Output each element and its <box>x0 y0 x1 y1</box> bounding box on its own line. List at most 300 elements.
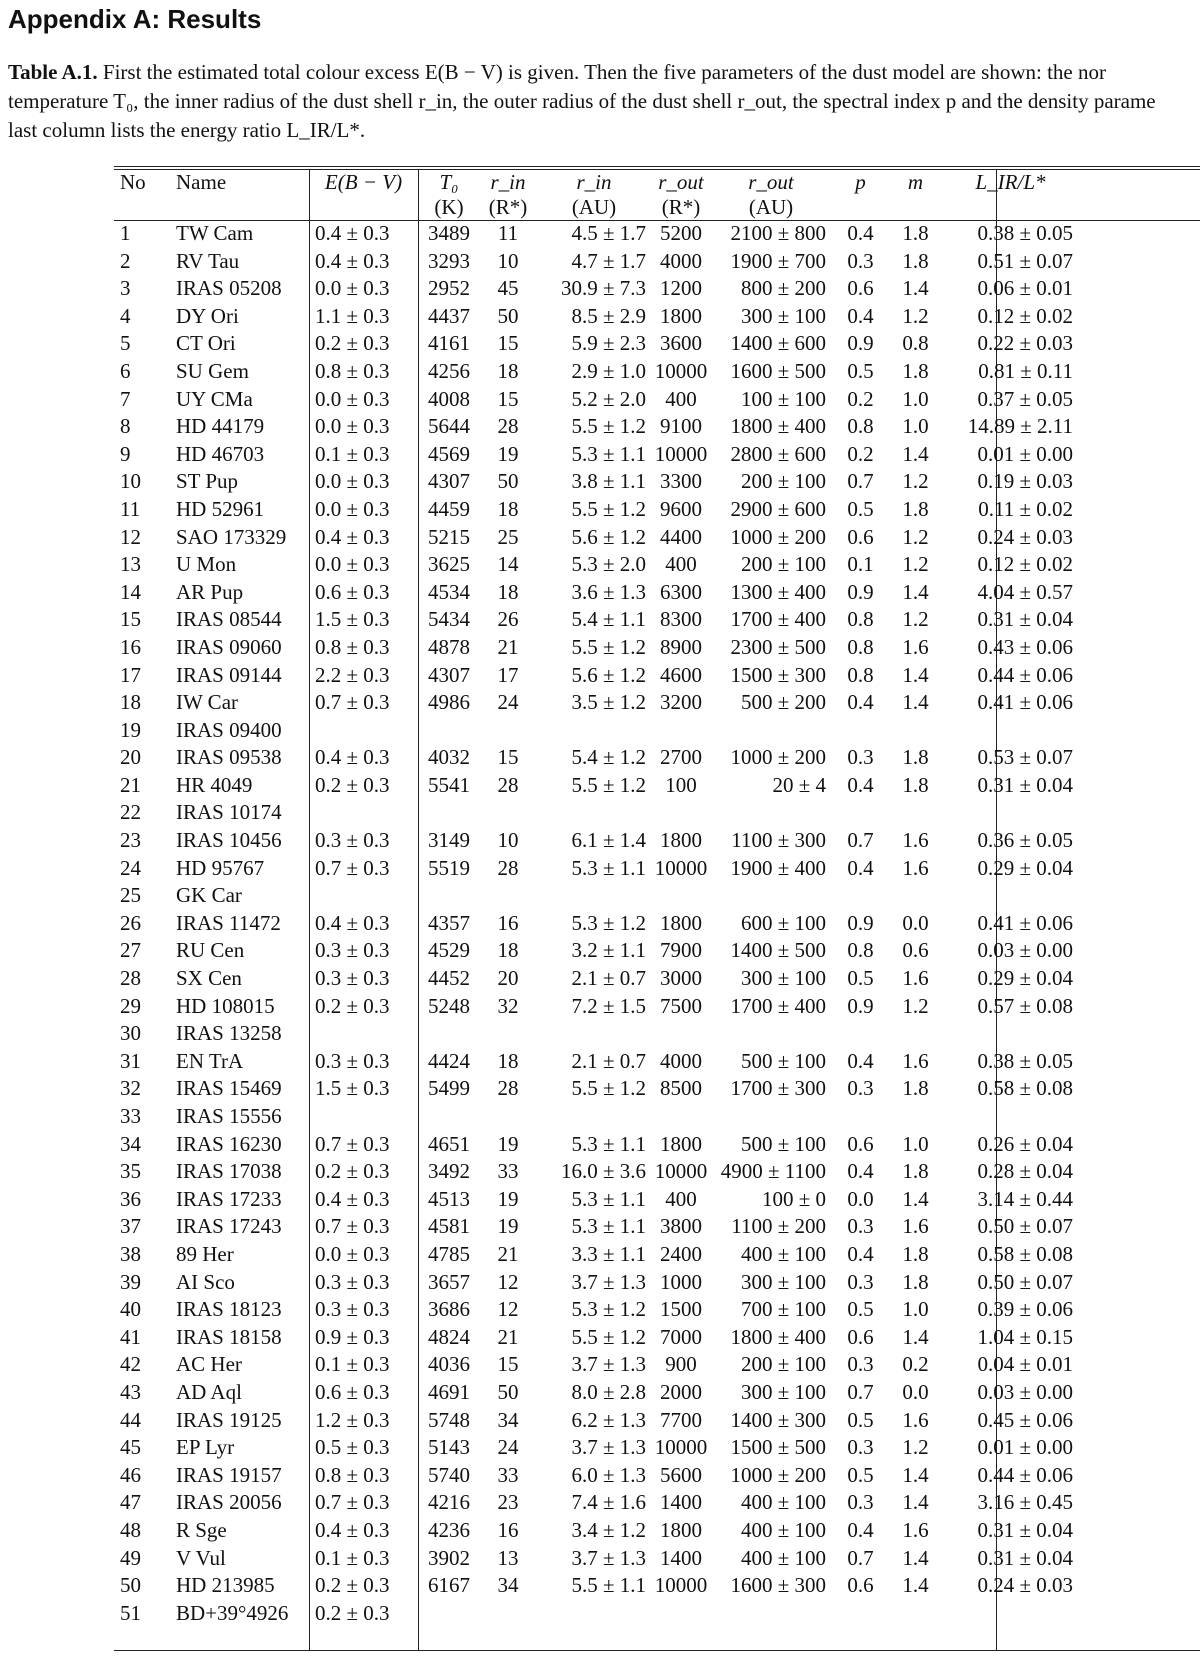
table-row <box>114 1351 1079 1379</box>
unit-lir <box>942 195 1079 220</box>
cell-no: 38 <box>120 1241 141 1266</box>
table-row <box>114 1489 1079 1517</box>
cell-name: SX Cen <box>176 966 242 991</box>
cell-lir: 0.19 ± 0.03 <box>977 469 1073 494</box>
header-rin-rstar: r_in <box>490 170 526 194</box>
cell-name: IRAS 09060 <box>176 634 282 659</box>
cell-p: 0.1 <box>847 552 874 577</box>
cell-rin-au: 3.6 ± 1.3 <box>571 579 646 604</box>
cell-m: 1.4 <box>902 662 929 687</box>
cell-no: 42 <box>120 1352 141 1377</box>
cell-m: 1.6 <box>902 828 929 853</box>
cell-ebv: 0.4 ± 0.3 <box>315 910 390 935</box>
cell-no: 12 <box>120 524 141 549</box>
cell-name: BD+39°4926 <box>176 1600 289 1625</box>
cell-rout-rstar: 7000 <box>660 1324 702 1349</box>
cell-rin-rstar: 18 <box>497 1048 519 1073</box>
cell-t0 <box>418 1020 480 1048</box>
cell-rin-rstar: 21 <box>497 634 519 659</box>
cell-lir: 0.43 ± 0.06 <box>977 634 1073 659</box>
cell-p: 0.8 <box>847 938 874 963</box>
cell-name: SU Gem <box>176 358 249 383</box>
cell-lir: 0.22 ± 0.03 <box>977 331 1073 356</box>
cell-no: 16 <box>120 634 141 659</box>
cell-t0: 4256 <box>428 358 470 383</box>
cell-no: 41 <box>120 1324 141 1349</box>
cell-no: 27 <box>120 938 141 963</box>
header-name: Name <box>176 170 227 194</box>
cell-rin-au: 5.3 ± 1.1 <box>571 1131 646 1156</box>
cell-rout-au: 600 ± 100 <box>740 910 826 935</box>
cell-name: IRAS 05208 <box>176 276 282 301</box>
cell-lir: 0.53 ± 0.07 <box>977 745 1073 770</box>
cell-rin-rstar: 10 <box>497 248 519 273</box>
cell-t0: 3686 <box>428 1297 470 1322</box>
cell-rout-au: 1800 ± 400 <box>730 1324 826 1349</box>
cell-lir: 14.89 ± 2.11 <box>967 414 1073 439</box>
cell-lir: 0.58 ± 0.08 <box>977 1076 1073 1101</box>
cell-name: SAO 173329 <box>176 524 287 549</box>
cell-lir: 0.03 ± 0.00 <box>977 1379 1073 1404</box>
cell-rin-rstar: 15 <box>497 1352 519 1377</box>
cell-m: 1.4 <box>902 1545 929 1570</box>
cell-t0: 4459 <box>428 496 470 521</box>
cell-rout-au: 1400 ± 300 <box>730 1407 826 1432</box>
header-rout-au: r_out <box>748 170 794 194</box>
cell-m: 1.4 <box>902 690 929 715</box>
cell-lir: 0.26 ± 0.04 <box>977 1131 1073 1156</box>
cell-t0: 5248 <box>428 993 470 1018</box>
cell-rout-au: 1000 ± 200 <box>730 1462 826 1487</box>
cell-m: 1.4 <box>902 579 929 604</box>
cell-lir: 0.04 ± 0.01 <box>977 1352 1073 1377</box>
cell-rin-au: 5.6 ± 1.2 <box>571 524 646 549</box>
cell-name: EN TrA <box>176 1048 244 1073</box>
cell-lir: 4.04 ± 0.57 <box>977 579 1073 604</box>
cell-no: 14 <box>120 579 141 604</box>
cell-no: 1 <box>120 221 131 245</box>
cell-rout-rstar: 10000 <box>654 441 708 466</box>
cell-rin-au: 5.2 ± 2.0 <box>571 386 646 411</box>
table-row <box>114 1186 1079 1214</box>
cell-rout-rstar: 3800 <box>660 1214 702 1239</box>
cell-ebv <box>309 1020 418 1048</box>
cell-rin-rstar: 15 <box>497 745 519 770</box>
cell-rout-au: 400 ± 100 <box>740 1241 826 1266</box>
cell-t0 <box>418 1103 480 1131</box>
cell-ebv: 0.2 ± 0.3 <box>315 1573 390 1598</box>
cell-m: 1.4 <box>902 276 929 301</box>
cell-rin-au: 7.4 ± 1.6 <box>571 1490 646 1515</box>
cell-rout-au: 1500 ± 500 <box>730 1435 826 1460</box>
cell-p: 0.7 <box>847 1379 874 1404</box>
cell-m <box>889 799 942 827</box>
cell-m: 1.2 <box>902 552 929 577</box>
cell-t0: 4236 <box>428 1517 470 1542</box>
cell-t0: 5434 <box>428 607 470 632</box>
cell-name: R Sge <box>176 1517 227 1542</box>
cell-rout-rstar: 1800 <box>660 1517 702 1542</box>
header-p: p <box>855 170 866 194</box>
cell-t0: 4569 <box>428 441 470 466</box>
cell-rin-rstar: 25 <box>497 524 519 549</box>
cell-p: 0.3 <box>847 1214 874 1239</box>
table-row <box>114 993 1079 1021</box>
cell-rout-au: 1600 ± 500 <box>730 358 826 383</box>
cell-rout-rstar: 4400 <box>660 524 702 549</box>
cell-rin-au: 5.3 ± 1.2 <box>571 1297 646 1322</box>
cell-rout-rstar <box>652 1103 710 1131</box>
cell-p: 0.3 <box>847 1269 874 1294</box>
cell-name: GK Car <box>176 883 242 908</box>
cell-no: 43 <box>120 1379 141 1404</box>
cell-t0: 4036 <box>428 1352 470 1377</box>
cell-rin-au: 8.5 ± 2.9 <box>571 303 646 328</box>
cell-name: IRAS 08544 <box>176 607 282 632</box>
cell-no: 23 <box>120 828 141 853</box>
cell-m: 1.8 <box>902 745 929 770</box>
cell-no: 51 <box>120 1600 141 1625</box>
cell-ebv: 0.4 ± 0.3 <box>315 524 390 549</box>
table-row <box>114 855 1079 883</box>
cell-ebv: 0.8 ± 0.3 <box>315 634 390 659</box>
cell-rout-au: 1300 ± 400 <box>730 579 826 604</box>
cell-m: 0.0 <box>902 910 929 935</box>
cell-p: 0.8 <box>847 607 874 632</box>
cell-ebv: 0.1 ± 0.3 <box>315 1545 390 1570</box>
cell-p: 0.6 <box>847 524 874 549</box>
cell-rout-au: 1900 ± 400 <box>730 855 826 880</box>
table-row <box>114 1600 1079 1628</box>
cell-name: IRAS 15556 <box>176 1104 282 1128</box>
unit-rout-au: (AU) <box>748 195 794 219</box>
header-row-top <box>114 170 1079 195</box>
table-row <box>114 468 1079 496</box>
cell-rout-rstar: 1200 <box>660 276 702 301</box>
cell-t0: 5740 <box>428 1462 470 1487</box>
cell-rout-au: 2900 ± 600 <box>730 496 826 521</box>
cell-lir: 0.11 ± 0.02 <box>978 496 1073 521</box>
cell-rin-rstar: 19 <box>497 1186 519 1211</box>
cell-m: 1.8 <box>902 1159 929 1184</box>
cell-p: 0.6 <box>847 1324 874 1349</box>
cell-rout-rstar: 6300 <box>660 579 702 604</box>
unit-t0: (K) <box>434 195 464 219</box>
cell-ebv <box>309 717 418 745</box>
cell-rout-rstar: 2700 <box>660 745 702 770</box>
cell-rout-au: 1500 ± 300 <box>730 662 826 687</box>
cell-rout-rstar: 3600 <box>660 331 702 356</box>
cell-p: 0.4 <box>847 1241 874 1266</box>
cell-t0: 3657 <box>428 1269 470 1294</box>
cell-rin-rstar <box>480 717 536 745</box>
cell-rin-au: 4.5 ± 1.7 <box>571 221 646 245</box>
cell-name: AI Sco <box>176 1269 235 1294</box>
table-row <box>114 358 1079 386</box>
cell-lir: 0.51 ± 0.07 <box>977 248 1073 273</box>
cell-rin-rstar: 24 <box>497 1435 519 1460</box>
cell-no: 36 <box>120 1186 141 1211</box>
cell-lir <box>942 1103 1079 1131</box>
cell-name: IRAS 17038 <box>176 1159 282 1184</box>
cell-m: 1.8 <box>902 1269 929 1294</box>
cell-m: 1.8 <box>902 248 929 273</box>
table-row <box>114 1213 1079 1241</box>
cell-rin-rstar: 26 <box>497 607 519 632</box>
cell-no: 4 <box>120 303 131 328</box>
cell-no: 9 <box>120 441 131 466</box>
table-row <box>114 965 1079 993</box>
table-row <box>114 303 1079 331</box>
cell-rin-rstar: 18 <box>497 358 519 383</box>
cell-rin-au: 3.4 ± 1.2 <box>571 1517 646 1542</box>
cell-rout-rstar: 5200 <box>660 221 702 245</box>
cell-rout-rstar: 400 <box>665 552 697 577</box>
cell-ebv: 2.2 ± 0.3 <box>315 662 390 687</box>
cell-lir: 0.12 ± 0.02 <box>977 303 1073 328</box>
cell-rin-au: 5.5 ± 1.2 <box>571 496 646 521</box>
table-row <box>114 275 1079 303</box>
cell-rout-rstar: 400 <box>665 1186 697 1211</box>
cell-ebv: 0.0 ± 0.3 <box>315 1241 390 1266</box>
table-row <box>114 606 1079 634</box>
cell-rin-rstar: 28 <box>497 414 519 439</box>
cell-p <box>832 1103 889 1131</box>
cell-rout-rstar: 2000 <box>660 1379 702 1404</box>
cell-ebv: 0.4 ± 0.3 <box>315 248 390 273</box>
cell-ebv: 0.8 ± 0.3 <box>315 1462 390 1487</box>
cell-t0: 5748 <box>428 1407 470 1432</box>
cell-rout-au: 1400 ± 500 <box>730 938 826 963</box>
cell-no: 40 <box>120 1297 141 1322</box>
cell-rin-rstar: 18 <box>497 496 519 521</box>
cell-rin-au: 16.0 ± 3.6 <box>560 1159 646 1184</box>
cell-name: HD 44179 <box>176 414 265 439</box>
cell-m <box>889 1020 942 1048</box>
cell-m: 0.8 <box>902 331 929 356</box>
cell-t0 <box>418 1600 480 1628</box>
cell-no: 11 <box>120 496 141 521</box>
cell-p: 0.6 <box>847 1131 874 1156</box>
cell-m: 1.4 <box>902 1186 929 1211</box>
cell-rin-au: 5.3 ± 1.1 <box>571 855 646 880</box>
cell-p: 0.3 <box>847 1435 874 1460</box>
cell-lir: 0.24 ± 0.03 <box>977 1573 1073 1598</box>
cell-ebv <box>309 1103 418 1131</box>
cell-no: 13 <box>120 552 141 577</box>
caption-text-1: First the estimated total colour excess E(B − V) is given. Then the five parameters of the dust model are shown: the nor <box>102 60 1106 84</box>
cell-no: 8 <box>120 414 131 439</box>
cell-p: 0.9 <box>847 331 874 356</box>
cell-ebv: 0.3 ± 0.3 <box>315 938 390 963</box>
cell-m: 1.6 <box>902 966 929 991</box>
cell-ebv: 0.2 ± 0.3 <box>315 331 390 356</box>
cell-ebv: 0.2 ± 0.3 <box>315 1159 390 1184</box>
table-row <box>114 799 1079 827</box>
cell-lir: 0.12 ± 0.02 <box>977 552 1073 577</box>
cell-lir: 0.81 ± 0.11 <box>978 358 1073 383</box>
cell-name: DY Ori <box>176 303 239 328</box>
cell-t0: 5644 <box>428 414 470 439</box>
cell-rin-rstar: 33 <box>497 1462 519 1487</box>
cell-m: 1.2 <box>902 303 929 328</box>
cell-no: 25 <box>120 883 141 908</box>
header-ebv: E(B − V) <box>324 170 403 194</box>
cell-t0: 3625 <box>428 552 470 577</box>
cell-rin-rstar <box>480 799 536 827</box>
cell-lir: 0.03 ± 0.00 <box>977 938 1073 963</box>
cell-name: HD 108015 <box>176 993 275 1018</box>
cell-name: IRAS 09400 <box>176 717 282 742</box>
cell-p: 0.9 <box>847 579 874 604</box>
table-row <box>114 551 1079 579</box>
cell-name: IRAS 13258 <box>176 1021 282 1046</box>
table-row <box>114 248 1079 276</box>
unit-rout-rstar: (R*) <box>661 195 701 219</box>
cell-rout-rstar: 3300 <box>660 469 702 494</box>
cell-rin-rstar: 10 <box>497 828 519 853</box>
cell-rin-au: 3.7 ± 1.3 <box>571 1545 646 1570</box>
cell-lir: 0.50 ± 0.07 <box>977 1269 1073 1294</box>
cell-t0: 4424 <box>428 1048 470 1073</box>
cell-m: 1.8 <box>902 221 929 245</box>
cell-lir: 0.29 ± 0.04 <box>977 966 1073 991</box>
cell-m <box>889 1600 942 1628</box>
cell-name: V Vul <box>176 1545 226 1570</box>
cell-no: 39 <box>120 1269 141 1294</box>
cell-rin-rstar: 24 <box>497 690 519 715</box>
cell-rin-rstar: 16 <box>497 1517 519 1542</box>
appendix-heading: Appendix A: Results <box>8 4 262 34</box>
cell-lir: 0.01 ± 0.00 <box>977 441 1073 466</box>
cell-no: 32 <box>120 1076 141 1101</box>
cell-name: AC Her <box>176 1352 242 1377</box>
cell-rin-au: 3.7 ± 1.3 <box>571 1435 646 1460</box>
table-row <box>114 910 1079 938</box>
cell-name: HD 213985 <box>176 1573 275 1598</box>
cell-rout-au: 300 ± 100 <box>740 966 826 991</box>
cell-t0: 4529 <box>428 938 470 963</box>
cell-name: IRAS 18158 <box>176 1324 282 1349</box>
cell-rin-rstar: 50 <box>497 469 519 494</box>
cell-no: 31 <box>120 1048 141 1073</box>
cell-rin-au: 3.7 ± 1.3 <box>571 1269 646 1294</box>
cell-rin-rstar <box>480 1103 536 1131</box>
cell-ebv: 0.7 ± 0.3 <box>315 855 390 880</box>
cell-p: 0.4 <box>847 855 874 880</box>
cell-ebv: 0.2 ± 0.3 <box>315 1600 390 1625</box>
cell-rin-rstar: 20 <box>497 966 519 991</box>
cell-no: 2 <box>120 248 131 273</box>
cell-rout-au <box>710 1103 832 1131</box>
cell-t0: 4307 <box>428 469 470 494</box>
cell-p: 0.4 <box>847 1517 874 1542</box>
cell-name: CT Ori <box>176 331 236 356</box>
table-row <box>114 220 1079 248</box>
cell-rin-au: 3.2 ± 1.1 <box>571 938 646 963</box>
table-row <box>114 1048 1079 1076</box>
cell-rout-au: 300 ± 100 <box>740 1269 826 1294</box>
caption-line-3: last column lists the energy ratio L_IR/L*. <box>8 118 366 142</box>
cell-no: 48 <box>120 1517 141 1542</box>
cell-rin-rstar: 23 <box>497 1490 519 1515</box>
table-row <box>114 937 1079 965</box>
cell-rin-rstar: 19 <box>497 441 519 466</box>
unit-no <box>114 195 176 220</box>
cell-ebv: 0.4 ± 0.3 <box>315 1186 390 1211</box>
cell-no: 50 <box>120 1573 141 1598</box>
cell-ebv: 0.7 ± 0.3 <box>315 1490 390 1515</box>
cell-ebv: 0.6 ± 0.3 <box>315 1379 390 1404</box>
cell-m: 1.6 <box>902 1048 929 1073</box>
cell-rin-au: 5.3 ± 1.1 <box>571 1214 646 1239</box>
unit-rin-au: (AU) <box>571 195 617 219</box>
cell-lir: 0.31 ± 0.04 <box>977 1517 1073 1542</box>
header-t0: T₀ <box>439 170 459 194</box>
cell-rout-rstar <box>652 799 710 827</box>
cell-no: 45 <box>120 1435 141 1460</box>
cell-rout-au: 4900 ± 1100 <box>720 1159 826 1184</box>
table-row <box>114 413 1079 441</box>
cell-lir <box>942 1600 1079 1628</box>
table-row <box>114 1075 1079 1103</box>
cell-name: RV Tau <box>176 248 240 273</box>
cell-rin-rstar: 45 <box>497 276 519 301</box>
cell-rout-rstar: 4600 <box>660 662 702 687</box>
table-row <box>114 717 1079 745</box>
cell-p: 0.3 <box>847 1490 874 1515</box>
results-table <box>114 170 1079 1627</box>
cell-name: IRAS 11472 <box>176 910 281 935</box>
cell-rout-au <box>710 1600 832 1628</box>
cell-no: 30 <box>120 1021 141 1046</box>
cell-rin-au <box>536 717 652 745</box>
cell-rin-rstar: 12 <box>497 1269 519 1294</box>
cell-no: 6 <box>120 358 131 383</box>
cell-lir: 0.28 ± 0.04 <box>977 1159 1073 1184</box>
table-row <box>114 1296 1079 1324</box>
cell-rout-rstar <box>652 1020 710 1048</box>
cell-lir: 0.41 ± 0.06 <box>977 690 1073 715</box>
cell-ebv: 1.1 ± 0.3 <box>315 303 390 328</box>
cell-p <box>832 1600 889 1628</box>
cell-m <box>889 882 942 910</box>
cell-p: 0.8 <box>847 414 874 439</box>
cell-rin-rstar: 15 <box>497 386 519 411</box>
cell-rout-rstar: 10000 <box>654 855 708 880</box>
cell-ebv: 0.0 ± 0.3 <box>315 414 390 439</box>
cell-t0: 4008 <box>428 386 470 411</box>
cell-p: 0.7 <box>847 828 874 853</box>
unit-name <box>176 195 309 220</box>
cell-name: IRAS 10174 <box>176 800 282 825</box>
cell-name: IRAS 09144 <box>176 662 282 687</box>
cell-ebv: 0.3 ± 0.3 <box>315 1297 390 1322</box>
cell-rout-au: 1600 ± 300 <box>730 1573 826 1598</box>
cell-rin-rstar: 34 <box>497 1407 519 1432</box>
cell-p: 0.8 <box>847 634 874 659</box>
cell-ebv: 0.0 ± 0.3 <box>315 276 390 301</box>
cell-rin-au: 5.4 ± 1.1 <box>571 607 646 632</box>
cell-lir: 0.41 ± 0.06 <box>977 910 1073 935</box>
cell-name: TW Cam <box>176 221 254 245</box>
cell-rout-au: 1900 ± 700 <box>730 248 826 273</box>
cell-rin-au: 3.3 ± 1.1 <box>571 1241 646 1266</box>
cell-no: 21 <box>120 772 141 797</box>
cell-t0: 4357 <box>428 910 470 935</box>
cell-m <box>889 717 942 745</box>
cell-rout-au: 2300 ± 500 <box>730 634 826 659</box>
